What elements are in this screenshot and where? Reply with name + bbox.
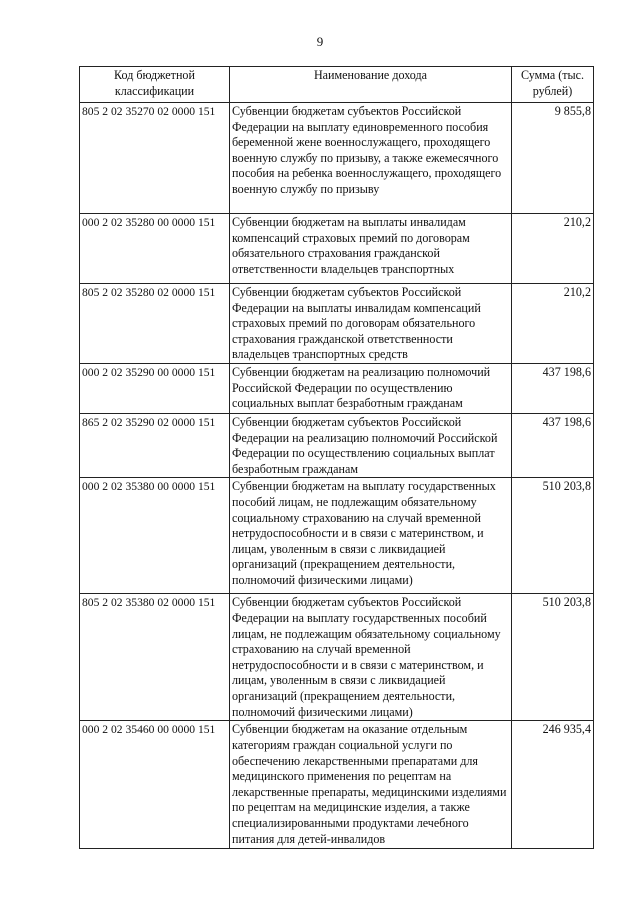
row-name: Субвенции бюджетам на выплату государственных пособий лицам, не подлежащим обязательному социальному страхованию на случай временной нетрудоспособности и в связи с материнством, и лицам, уволенным в связи с ликвидацией организаций (прекращением деятельности, полномочий физическими лицами) xyxy=(230,478,512,594)
table-row xyxy=(80,284,594,364)
row-sum: 437 198,6 xyxy=(512,364,594,414)
table-row xyxy=(80,414,594,478)
row-code: 805 2 02 35380 02 0000 151 xyxy=(80,594,230,721)
table-row xyxy=(80,214,594,284)
table-row xyxy=(80,103,594,214)
row-name: Субвенции бюджетам субъектов Российской Федерации на выплату государственных пособий лицам, не подлежащим обязательному социальному страхованию на случай временной нетрудоспособности и в связи с материнством, и лицам, уволенным в связи с ликвидацией организаций (прекращением деятельности, полномочий физическими лицами) xyxy=(230,594,512,721)
row-code: 805 2 02 35280 02 0000 151 xyxy=(80,284,230,364)
header-code: Код бюджетной классификации xyxy=(80,67,230,103)
row-sum: 510 203,8 xyxy=(512,478,594,594)
row-sum: 510 203,8 xyxy=(512,594,594,721)
row-sum: 9 855,8 xyxy=(512,103,594,214)
row-name: Субвенции бюджетам на выплаты инвалидам компенсаций страховых премий по договорам обязательного страхования гражданской ответственности владельцев транспортных xyxy=(230,214,512,284)
revenue-table xyxy=(79,66,594,849)
header-sum: Сумма (тыс. рублей) xyxy=(512,67,594,103)
row-sum: 437 198,6 xyxy=(512,414,594,478)
row-code: 805 2 02 35270 02 0000 151 xyxy=(80,103,230,214)
row-sum: 210,2 xyxy=(512,214,594,284)
row-code: 000 2 02 35280 00 0000 151 xyxy=(80,214,230,284)
row-name: Субвенции бюджетам на реализацию полномочий Российской Федерации по осуществлению социальных выплат безработным гражданам xyxy=(230,364,512,414)
row-code: 865 2 02 35290 02 0000 151 xyxy=(80,414,230,478)
table-row xyxy=(80,594,594,721)
row-code: 000 2 02 35460 00 0000 151 xyxy=(80,721,230,849)
row-sum: 246 935,4 xyxy=(512,721,594,849)
table-header-row xyxy=(80,67,594,103)
page-number: 9 xyxy=(316,34,324,49)
row-name: Субвенции бюджетам субъектов Российской Федерации на выплаты инвалидам компенсаций страховых премий по договорам обязательного страхования гражданской ответственности владельцев транспортных средств xyxy=(230,284,512,364)
row-name: Субвенции бюджетам на оказание отдельным категориям граждан социальной услуги по обеспечению лекарственными препаратами для медицинского применения по рецептам на лекарственные препараты, медицинскими изделиями по рецептам на медицинские изделия, а также специализированными продуктами лечебного питания для детей-инвалидов xyxy=(230,721,512,849)
row-code: 000 2 02 35290 00 0000 151 xyxy=(80,364,230,414)
row-name: Субвенции бюджетам субъектов Российской Федерации на выплату единовременного пособия беременной жене военнослужащего, проходящего военную службу по призыву, а также ежемесячного пособия на ребенка военнослужащего, проходящего военную службу по призыву xyxy=(230,103,512,214)
row-sum: 210,2 xyxy=(512,284,594,364)
table-row xyxy=(80,478,594,594)
header-name: Наименование дохода xyxy=(230,67,512,103)
row-code: 000 2 02 35380 00 0000 151 xyxy=(80,478,230,594)
table-row xyxy=(80,721,594,849)
row-name: Субвенции бюджетам субъектов Российской Федерации на реализацию полномочий Российской Федерации по осуществлению социальных выплат безработным гражданам xyxy=(230,414,512,478)
table-row xyxy=(80,364,594,414)
